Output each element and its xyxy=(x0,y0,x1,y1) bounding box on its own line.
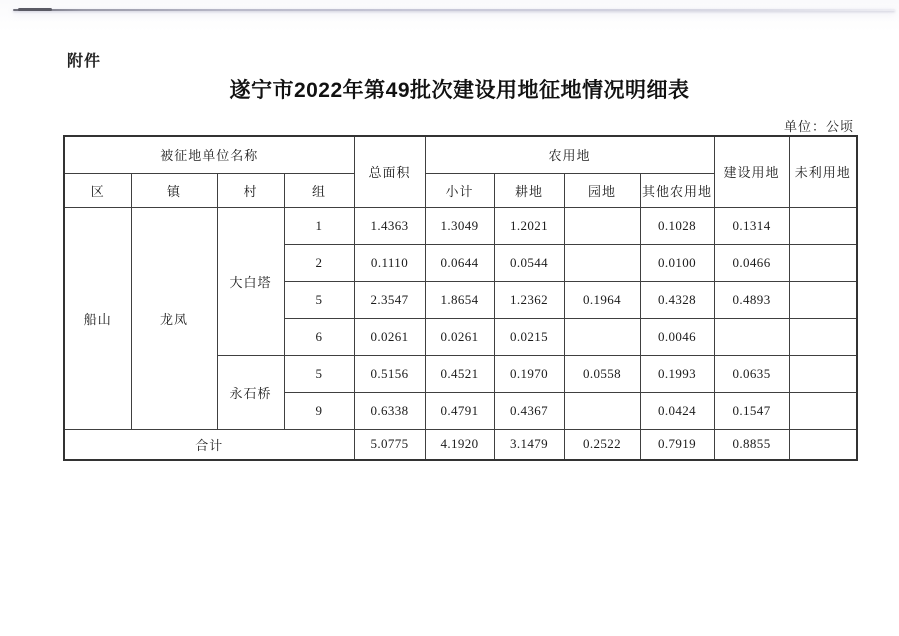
cell-total-area: 0.1110 xyxy=(354,244,425,281)
cell-other-agricultural-land: 0.4328 xyxy=(640,281,714,318)
cell-group: 6 xyxy=(284,318,354,355)
header-subtotal: 小计 xyxy=(425,173,494,207)
header-total-area: 总面积 xyxy=(354,136,425,207)
cell-district: 船山 xyxy=(64,207,131,429)
cell-total-area: 0.0261 xyxy=(354,318,425,355)
cell-garden-land xyxy=(564,318,640,355)
cell-construction-land: 0.1314 xyxy=(714,207,789,244)
cell-unused-land xyxy=(789,207,857,244)
cell-other-agricultural-land: 0.1028 xyxy=(640,207,714,244)
cell-construction-land xyxy=(714,318,789,355)
cell-garden-land: 0.0558 xyxy=(564,355,640,392)
header-agricultural-land: 农用地 xyxy=(425,136,714,173)
cell-unused-land xyxy=(789,244,857,281)
cell-garden-land: 0.2522 xyxy=(564,429,640,460)
header-unused-land: 未利用地 xyxy=(789,136,857,207)
header-district: 区 xyxy=(64,173,131,207)
cell-construction-land: 0.1547 xyxy=(714,392,789,429)
cell-subtotal: 1.3049 xyxy=(425,207,494,244)
header-other-agricultural-land: 其他农用地 xyxy=(640,173,714,207)
cell-unused-land xyxy=(789,355,857,392)
cell-group: 9 xyxy=(284,392,354,429)
cell-construction-land: 0.8855 xyxy=(714,429,789,460)
cell-garden-land xyxy=(564,244,640,281)
cell-unused-land xyxy=(789,429,857,460)
cell-total-label: 合计 xyxy=(64,429,354,460)
cell-subtotal: 0.0261 xyxy=(425,318,494,355)
cell-village: 大白塔 xyxy=(217,207,284,355)
cell-cultivated-land: 3.1479 xyxy=(494,429,564,460)
table-row xyxy=(64,207,857,244)
header-cultivated-land: 耕地 xyxy=(494,173,564,207)
cell-other-agricultural-land: 0.1993 xyxy=(640,355,714,392)
cell-subtotal: 0.4791 xyxy=(425,392,494,429)
cell-subtotal: 0.0644 xyxy=(425,244,494,281)
cell-cultivated-land: 0.0544 xyxy=(494,244,564,281)
header-garden-land: 园地 xyxy=(564,173,640,207)
cell-group: 5 xyxy=(284,281,354,318)
land-expropriation-table xyxy=(63,135,858,461)
page-title: 遂宁市2022年第49批次建设用地征地情况明细表 xyxy=(229,79,690,102)
cell-cultivated-land: 1.2362 xyxy=(494,281,564,318)
cell-cultivated-land: 0.4367 xyxy=(494,392,564,429)
cell-group: 5 xyxy=(284,355,354,392)
cell-cultivated-land: 1.2021 xyxy=(494,207,564,244)
cell-cultivated-land: 0.1970 xyxy=(494,355,564,392)
attachment-label: 附件 xyxy=(67,53,102,70)
cell-total-area: 0.6338 xyxy=(354,392,425,429)
cell-other-agricultural-land: 0.0424 xyxy=(640,392,714,429)
header-village: 村 xyxy=(217,173,284,207)
unit-label: 单位：公顷 xyxy=(783,119,854,134)
header-construction-land: 建设用地 xyxy=(714,136,789,207)
cell-subtotal: 1.8654 xyxy=(425,281,494,318)
cell-construction-land: 0.0635 xyxy=(714,355,789,392)
cell-unused-land xyxy=(789,392,857,429)
cell-other-agricultural-land: 0.7919 xyxy=(640,429,714,460)
header-row-1 xyxy=(64,136,857,173)
cell-total-area: 2.3547 xyxy=(354,281,425,318)
cell-subtotal: 0.4521 xyxy=(425,355,494,392)
cell-town: 龙凤 xyxy=(131,207,217,429)
header-expropriated-unit-name: 被征地单位名称 xyxy=(64,136,354,173)
cell-village: 永石桥 xyxy=(217,355,284,429)
cell-cultivated-land: 0.0215 xyxy=(494,318,564,355)
cell-construction-land: 0.0466 xyxy=(714,244,789,281)
total-row xyxy=(64,429,857,460)
cell-garden-land xyxy=(564,207,640,244)
cell-garden-land xyxy=(564,392,640,429)
cell-construction-land: 0.4893 xyxy=(714,281,789,318)
cell-unused-land xyxy=(789,281,857,318)
cell-unused-land xyxy=(789,318,857,355)
cell-other-agricultural-land: 0.0100 xyxy=(640,244,714,281)
header-town: 镇 xyxy=(131,173,217,207)
cell-total-area: 0.5156 xyxy=(354,355,425,392)
header-group: 组 xyxy=(284,173,354,207)
cell-group: 2 xyxy=(284,244,354,281)
cell-total-area: 1.4363 xyxy=(354,207,425,244)
scan-edge-artifact xyxy=(13,9,895,11)
cell-other-agricultural-land: 0.0046 xyxy=(640,318,714,355)
cell-subtotal: 4.1920 xyxy=(425,429,494,460)
cell-group: 1 xyxy=(284,207,354,244)
cell-garden-land: 0.1964 xyxy=(564,281,640,318)
cell-total-area: 5.0775 xyxy=(354,429,425,460)
